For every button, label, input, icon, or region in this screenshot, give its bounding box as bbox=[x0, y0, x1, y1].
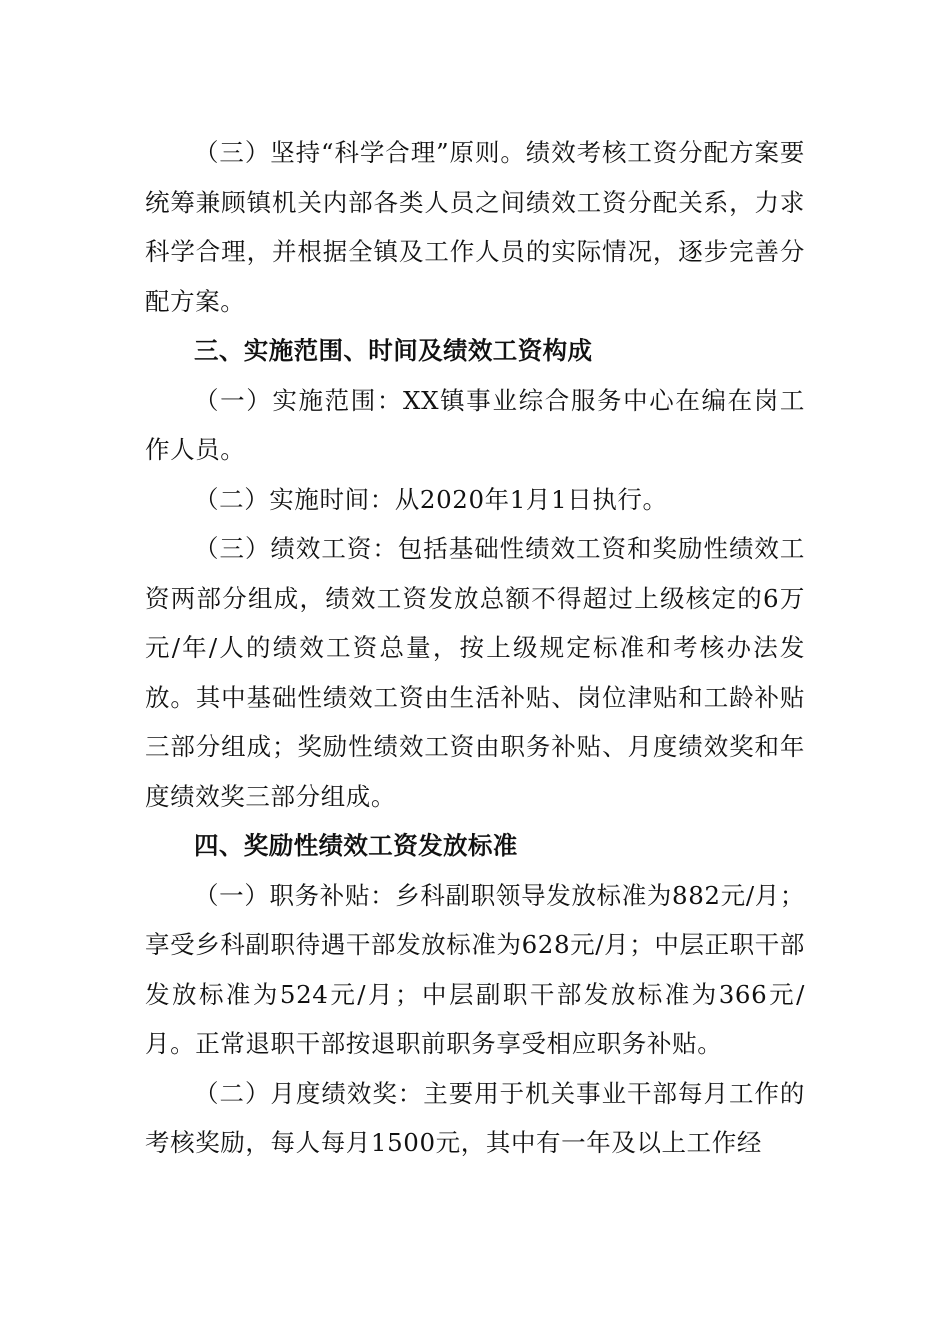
paragraph-monthly-bonus: （二）月度绩效奖：主要用于机关事业干部每月工作的考核奖励，每人每月1500元，其中有一年及以上工作经 bbox=[145, 1078, 805, 1157]
paragraph-performance-pay: （三）绩效工资：包括基础性绩效工资和奖励性绩效工资两部分组成，绩效工资发放总额不得超过上级核定的6万元/年/人的绩效工资总量，按上级规定标准和考核办法发放。其中基础性绩效工资由生活补贴、岗位津贴和工龄补贴三部分组成；奖励性绩效工资由职务补贴、月度绩效奖和年度绩效奖三部分组成。 bbox=[145, 534, 805, 811]
paragraph-scope: （一）实施范围：XX镇事业综合服务中心在编在岗工作人员。 bbox=[145, 385, 805, 464]
section-heading-four: 四、奖励性绩效工资发放标准 bbox=[194, 831, 518, 860]
section-heading-three: 三、实施范围、时间及绩效工资构成 bbox=[194, 336, 593, 365]
paragraph-principle-three: （三）坚持“科学合理”原则。绩效考核工资分配方案要统筹兼顾镇机关内部各类人员之间绩效工资分配关系，力求科学合理，并根据全镇及工作人员的实际情况，逐步完善分配方案。 bbox=[145, 138, 805, 316]
paragraph-time: （二）实施时间：从2020年1月1日执行。 bbox=[194, 484, 668, 514]
document-body bbox=[145, 128, 805, 1168]
paragraph-position-allowance: （一）职务补贴：乡科副职领导发放标准为882元/月；享受乡科副职待遇干部发放标准为628元/月；中层正职干部发放标准为524元/月；中层副职干部发放标准为366元/月。正常退职干部按退职前职务享受相应职务补贴。 bbox=[145, 880, 805, 1058]
